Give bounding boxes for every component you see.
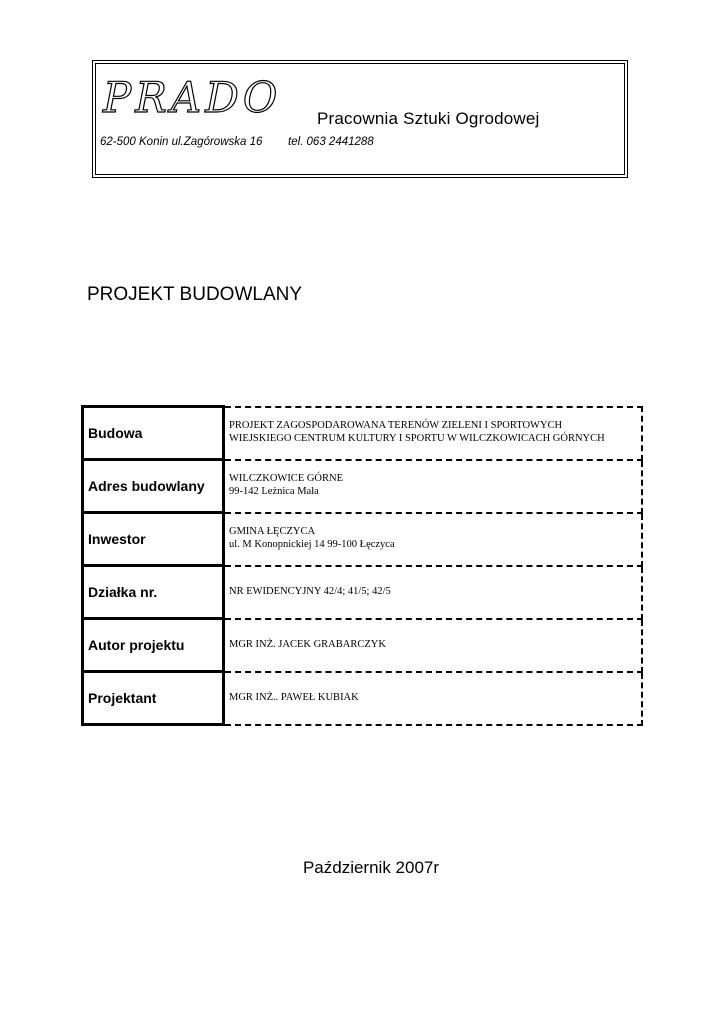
row-label: Projektant (83, 672, 224, 725)
row-value (224, 619, 643, 672)
value-line: PROJEKT ZAGOSPODAROWANA TERENÓW ZIELENI I SPORTOWYCH (229, 420, 563, 432)
value-line: ul. M Konopnickiej 14 99-100 Łęczyca (229, 539, 395, 550)
value-line: 99-142 Leżnica Mała (229, 486, 319, 497)
value-line: GMINA ŁĘCZYCA (229, 526, 316, 538)
logo: PRADO (103, 73, 282, 122)
table-row-dzialka (83, 566, 643, 619)
row-value (224, 672, 643, 725)
row-label: Adres budowlany (83, 460, 224, 513)
studio-name: Pracownia Sztuki Ogrodowej (317, 109, 540, 128)
row-value (224, 407, 643, 460)
value-line: NR EWIDENCYJNY 42/4; 41/5; 42/5 (229, 585, 391, 597)
table-row-inwestor (83, 513, 643, 566)
value-line: WIEJSKIEGO CENTRUM KULTURY I SPORTU W WILCZKOWICACH GÓRNYCH (229, 433, 605, 444)
value-line: MGR INŻ. JACEK GRABARCZYK (229, 638, 386, 650)
table-row-budowa (83, 407, 643, 460)
row-label: Budowa (83, 407, 224, 460)
table-row-adres (83, 460, 643, 513)
row-value (224, 460, 643, 513)
row-label: Autor projektu (83, 619, 224, 672)
document-title: PROJEKT BUDOWLANY (87, 284, 303, 305)
studio-phone: tel. 063 2441288 (288, 136, 374, 148)
letterhead (92, 60, 628, 178)
table-row-projektant (83, 672, 643, 725)
row-label: Inwestor (83, 513, 224, 566)
row-value (224, 566, 643, 619)
row-value (224, 513, 643, 566)
document-date: Październik 2007r (302, 858, 440, 877)
value-line: WILCZKOWICE GÓRNE (229, 473, 344, 485)
studio-address: 62-500 Konin ul.Zagórowska 16 (100, 136, 263, 148)
value-line: MGR INŻ.. PAWEŁ KUBIAK (229, 691, 359, 703)
table-row-autor (83, 619, 643, 672)
row-label: Działka nr. (83, 566, 224, 619)
project-info-table (81, 405, 643, 726)
